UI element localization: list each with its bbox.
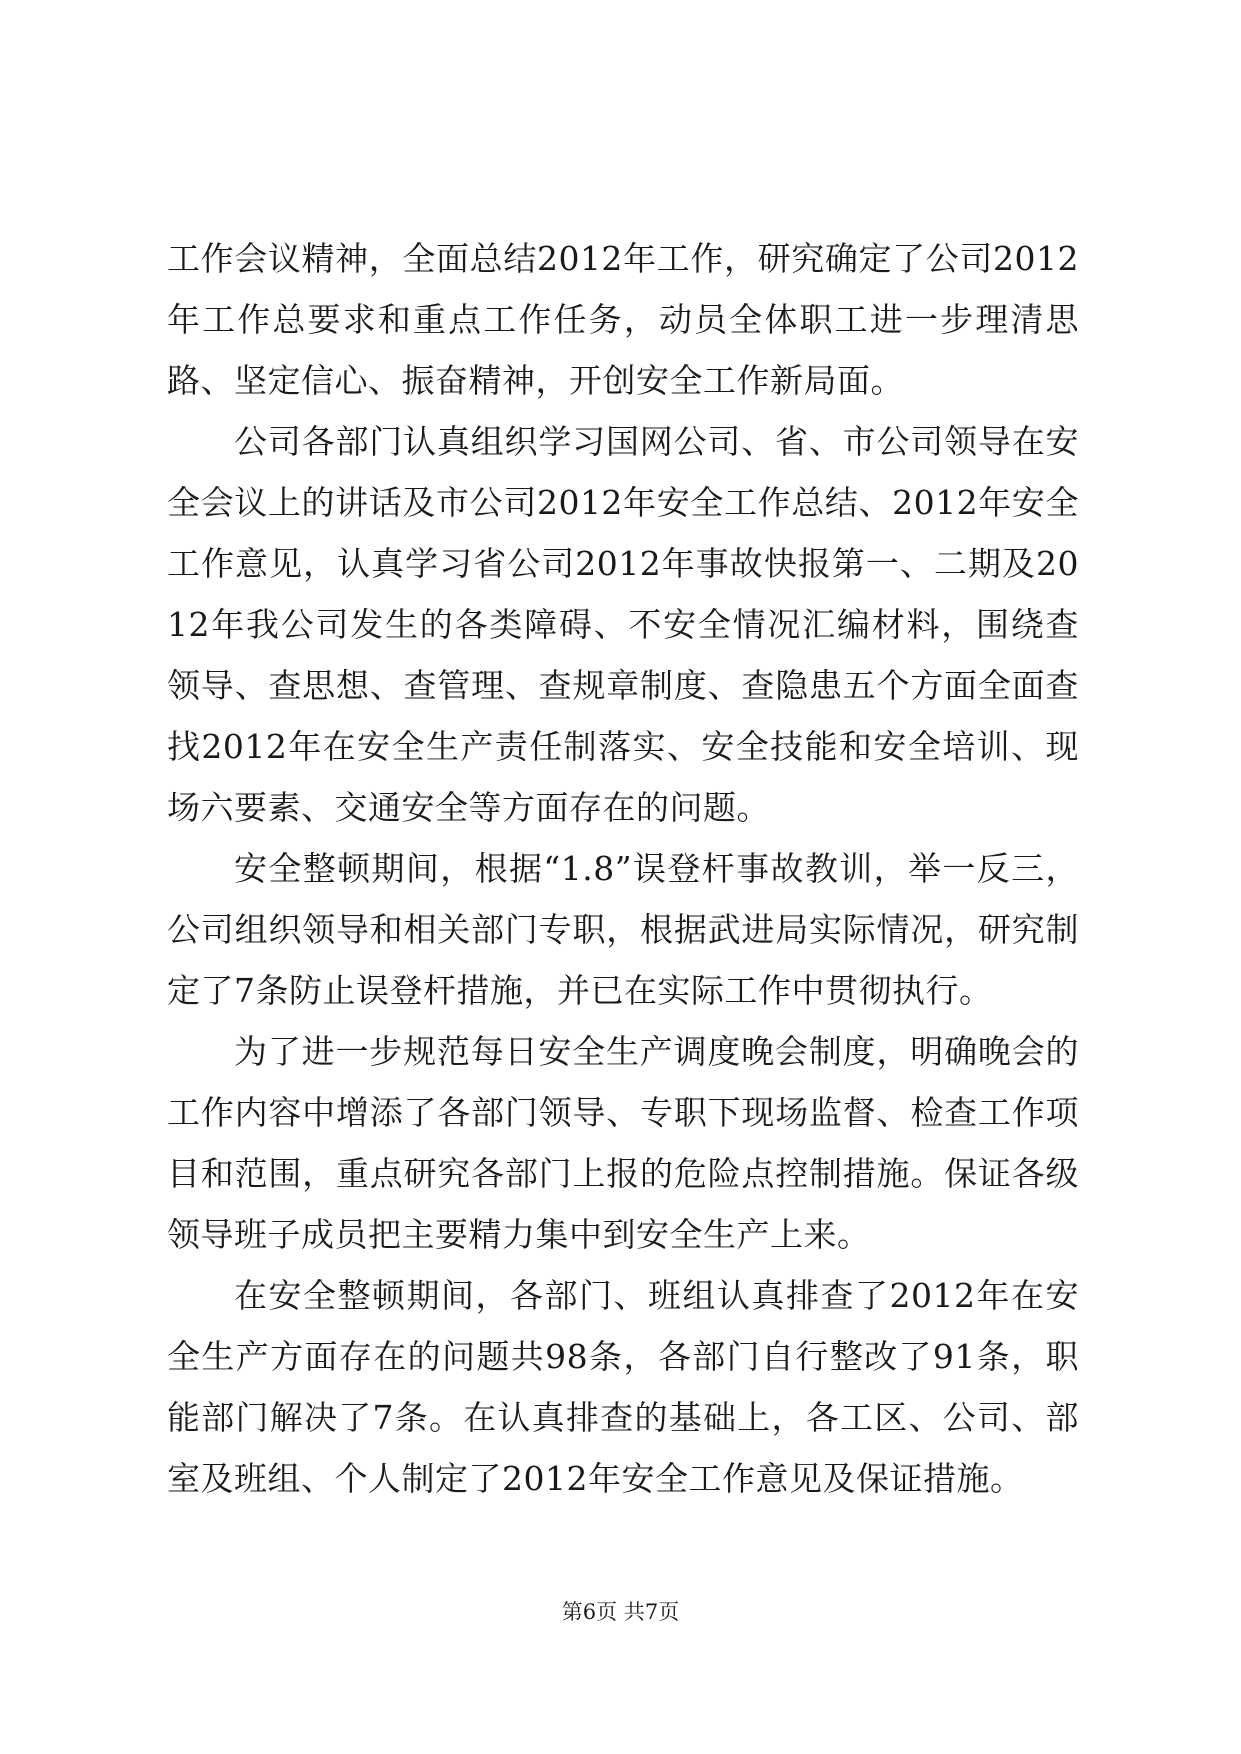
- paragraph: 为了进一步规范每日安全生产调度晚会制度，明确晚会的工作内容中增添了各部门领导、专职下现场监督、检查工作项目和范围，重点研究各部门上报的危险点控制措施。保证各级领导班子成员把主要精力集中到安全生产上来。: [167, 1032, 1079, 1254]
- paragraph: 在安全整顿期间，各部门、班组认真排查了2012年在安全生产方面存在的问题共98条，各部门自行整改了91条，职能部门解决了7条。在认真排查的基础上，各工区、公司、部室及班组、个人制定了2012年安全工作意见及保证措施。: [167, 1276, 1079, 1498]
- paragraph: 安全整顿期间，根据“1.8”误登杆事故教训，举一反三，公司组织领导和相关部门专职，根据武进局实际情况，研究制定了7条防止误登杆措施，并已在实际工作中贯彻执行。: [167, 849, 1079, 1010]
- paragraph: 公司各部门认真组织学习国网公司、省、市公司领导在安全会议上的讲话及市公司2012年安全工作总结、2012年安全工作意见，认真学习省公司2012年事故快报第一、二期及2012年我公司发生的各类障碍、不安全情况汇编材料，围绕查领导、查思想、查管理、查规章制度、查隐患五个方面全面查找2012年在安全生产责任制落实、安全技能和安全培训、现场六要素、交通安全等方面存在的问题。: [167, 422, 1079, 827]
- paragraph-continuation: 工作会议精神，全面总结2012年工作，研究确定了公司2012年工作总要求和重点工作任务，动员全体职工进一步理清思路、坚定信心、振奋精神，开创安全工作新局面。: [167, 239, 1079, 400]
- page-number-footer: 第6页 共7页: [561, 1600, 680, 1624]
- document-body: [167, 228, 1079, 1509]
